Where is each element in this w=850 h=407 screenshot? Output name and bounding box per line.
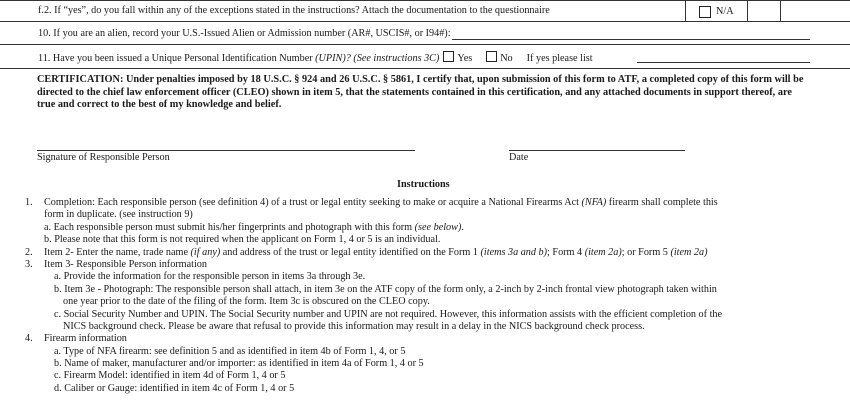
- signature-label: Signature of Responsible Person: [37, 152, 170, 163]
- question-11: [38, 51, 593, 65]
- instruction-3: 3. Item 3- Responsible Person information: [25, 258, 207, 270]
- certification-statement: CERTIFICATION: Under penalties imposed by 18 U.S.C. § 924 and 26 U.S.C. § 5861, I certify that, upon submission of this form to ATF, a completed copy of this form will be directed to the chief law enforcement officer (CLEO) shown in item 5, that the statements contained in this certification, and any attached documents in support thereof, are true and correct to the best of my knowledge and belief.: [37, 74, 804, 111]
- instruction-4c: c. Firearm Model: identified in item 4d of Form 1, 4 or 5: [54, 370, 286, 382]
- instruction-1b: b. Please note that this form is not required when the applicant on Form 1, 4 or 5 is an individual.: [44, 234, 441, 246]
- instruction-1a: a. Each responsible person must submit his/her fingerprints and photograph with this form (see below).: [44, 221, 464, 233]
- question-11-text: 11. Have you been issued a Unique Personal Identification Number: [38, 53, 316, 64]
- instruction-3c-cont: NICS background check. Please be aware that refusal to provide this information may result in a delay in the NICS background check process.: [63, 320, 645, 332]
- instruction-4a: a. Type of NFA firearm: see definition 5 and as identified in item 4b of Form 1, 4, or 5: [54, 345, 406, 357]
- upin-no-checkbox[interactable]: [486, 51, 497, 62]
- f2-bottom-rule: [0, 21, 850, 22]
- alien-number-field[interactable]: [452, 39, 810, 40]
- instruction-3b: b. Item 3e - Photograph: The responsible person shall attach, in item 3e on the ATF copy of the form only, a 2-inch by 2-inch frontal view photograph taken within: [54, 283, 717, 295]
- date-label: Date: [509, 152, 529, 163]
- upin-yes-checkbox[interactable]: [443, 51, 454, 62]
- instruction-4b: b. Name of maker, manufacturer and/or importer: as identified in item 4a of Form 1, 4 or 5: [54, 358, 424, 370]
- instruction-3a: a. Provide the information for the responsible person in items 3a through 3e.: [54, 271, 366, 283]
- upin-no-label: No: [500, 53, 513, 64]
- question-10: 10. If you are an alien, record your U.S.-Issued Alien or Admission number (AR#, USCIS#, or I94#):: [38, 28, 451, 39]
- top-rule: [0, 0, 850, 1]
- instructions-list: [25, 197, 815, 395]
- date-line[interactable]: [509, 150, 685, 151]
- na-checkbox[interactable]: [699, 6, 711, 18]
- answer-col-right-border: [780, 0, 781, 21]
- instruction-1: 1. Completion: Each responsible person (see definition 4) of a trust or legal entity seeking to make or acquire a National Firearms Act (NFA) firearm shall complete this: [25, 197, 718, 208]
- instruction-1-cont: form in duplicate. (see instruction 9): [44, 209, 193, 221]
- instruction-3c: c. Social Security Number and UPIN. The Social Security number and UPIN are not required. However, this information assists with the efficient completion of the: [54, 308, 723, 320]
- question-11-italic: (UPIN)? (See instructions 3C): [315, 53, 440, 64]
- instruction-4d: d. Caliber or Gauge: identified in item 4c of Form 1, 4 or 5: [54, 382, 295, 394]
- upin-yes-label: Yes: [457, 53, 473, 64]
- instruction-2: 2. Item 2- Enter the name, trade name (if any) and address of the trust or legal entity identified on the Form 1 (items 3a and b); Form 4 (item 2a); or Form 5 (item 2a): [25, 246, 708, 258]
- upin-if-yes-label: If yes please list: [526, 53, 593, 64]
- na-label: N/A: [716, 6, 734, 17]
- upin-list-field[interactable]: [637, 62, 810, 63]
- instruction-4: 4. Firearm information: [25, 333, 127, 345]
- instruction-3b-cont: one year prior to the date of the filing of the form. Item 3c is obscured on the CLEO copy.: [63, 296, 430, 308]
- question-f2: f.2. If “yes”, do you fall within any of the exceptions stated in the instructions? Attach the documentation to the questionnaire: [38, 5, 550, 16]
- instructions-heading: Instructions: [397, 179, 450, 190]
- q11-bottom-rule: [0, 68, 850, 69]
- answer-col-mid-border: [747, 0, 748, 21]
- answer-col-left-border: [685, 0, 686, 21]
- q10-bottom-rule: [0, 44, 850, 45]
